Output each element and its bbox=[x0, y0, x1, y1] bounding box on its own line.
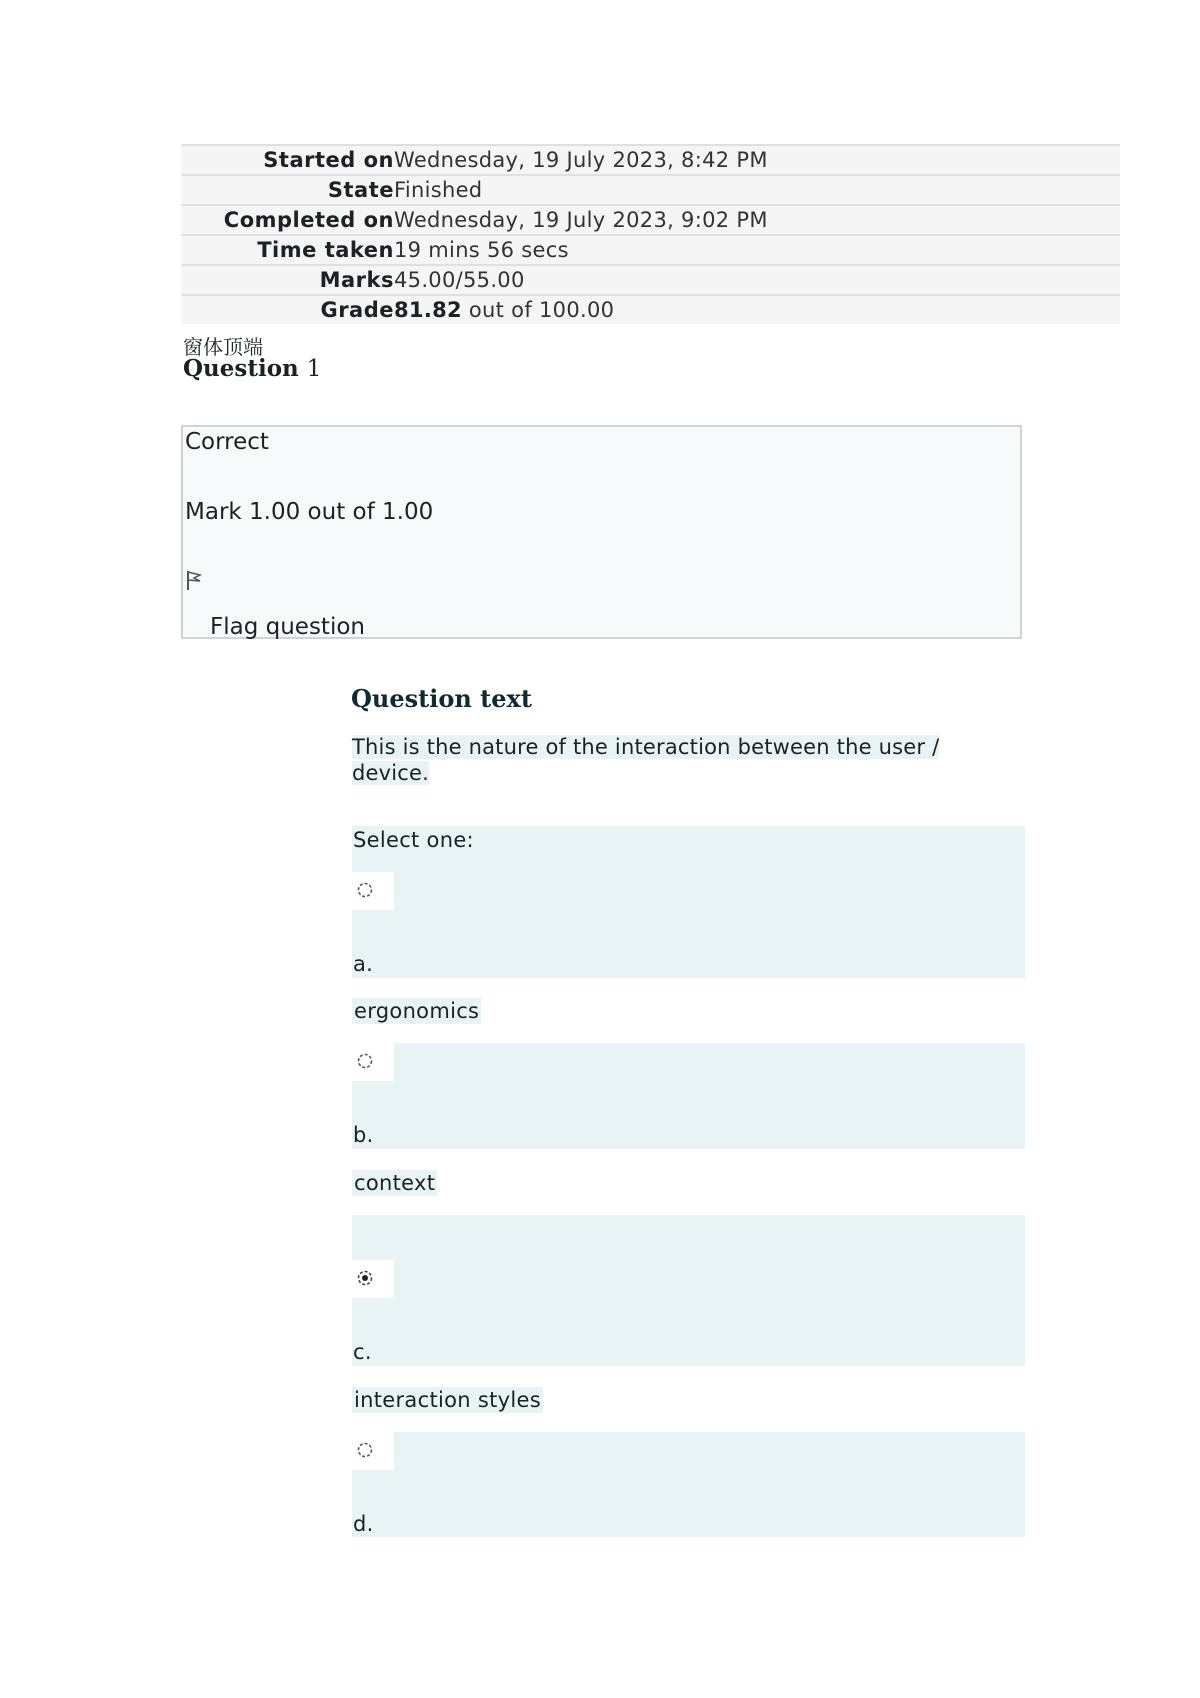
attempt-summary-table bbox=[181, 144, 1120, 324]
summary-label: Completed on bbox=[181, 205, 394, 235]
option-letter-d: d. bbox=[353, 1512, 374, 1536]
question-text-heading: Question text bbox=[351, 684, 532, 713]
radio-option-d[interactable] bbox=[352, 1432, 394, 1470]
summary-label: Marks bbox=[181, 265, 394, 295]
question-mark: Mark 1.00 out of 1.00 bbox=[185, 499, 434, 525]
answer-option-c[interactable] bbox=[352, 1215, 1025, 1366]
option-text-b[interactable]: context bbox=[354, 1171, 436, 1195]
radio-option-a[interactable] bbox=[352, 872, 394, 910]
summary-value: Wednesday, 19 July 2023, 9:02 PM bbox=[394, 205, 1120, 235]
option-letter-c: c. bbox=[353, 1340, 372, 1364]
summary-row-state bbox=[181, 175, 1120, 205]
grade-out-of: out of 100.00 bbox=[461, 298, 615, 322]
summary-row-marks bbox=[181, 265, 1120, 295]
radio-option-b[interactable] bbox=[352, 1043, 394, 1081]
radio-selected-icon bbox=[356, 1269, 374, 1287]
option-text-c[interactable]: interaction styles bbox=[354, 1388, 541, 1412]
summary-label: Time taken bbox=[181, 235, 394, 265]
flag-icon[interactable] bbox=[185, 569, 203, 591]
summary-value: 45.00/55.00 bbox=[394, 265, 1120, 295]
option-letter-b: b. bbox=[353, 1123, 374, 1147]
answer-option-a[interactable] bbox=[352, 826, 1025, 978]
option-letter-a: a. bbox=[353, 952, 374, 976]
radio-empty-icon bbox=[356, 881, 374, 899]
answer-option-b[interactable] bbox=[352, 1043, 1025, 1149]
question-title bbox=[183, 355, 321, 382]
select-one-prompt: Select one: bbox=[353, 828, 474, 852]
summary-value: Finished bbox=[394, 175, 1120, 205]
radio-empty-icon bbox=[356, 1441, 374, 1459]
radio-option-c[interactable] bbox=[352, 1260, 394, 1298]
summary-row-time-taken bbox=[181, 235, 1120, 265]
answer-option-d[interactable] bbox=[352, 1432, 1025, 1537]
form-top-marker: 窗体顶端 bbox=[183, 335, 263, 359]
question-info-box bbox=[181, 425, 1022, 639]
question-number: 1 bbox=[306, 356, 322, 382]
flag-question-link[interactable]: Flag question bbox=[210, 614, 365, 640]
question-text-content: This is the nature of the interaction between the user / device. bbox=[352, 735, 940, 785]
summary-row-grade bbox=[181, 295, 1120, 324]
question-state: Correct bbox=[185, 429, 269, 455]
radio-empty-icon bbox=[356, 1052, 374, 1070]
summary-row-completed bbox=[181, 205, 1120, 235]
summary-value bbox=[394, 295, 1120, 324]
summary-label: State bbox=[181, 175, 394, 205]
option-text-a[interactable]: ergonomics bbox=[354, 999, 480, 1023]
grade-score: 81.82 bbox=[394, 298, 462, 322]
question-text bbox=[352, 734, 972, 786]
question-title-word: Question bbox=[183, 355, 299, 382]
summary-value: Wednesday, 19 July 2023, 8:42 PM bbox=[394, 145, 1120, 175]
summary-row-started bbox=[181, 145, 1120, 175]
summary-label: Grade bbox=[181, 295, 394, 324]
summary-label: Started on bbox=[181, 145, 394, 175]
summary-value: 19 mins 56 secs bbox=[394, 235, 1120, 265]
